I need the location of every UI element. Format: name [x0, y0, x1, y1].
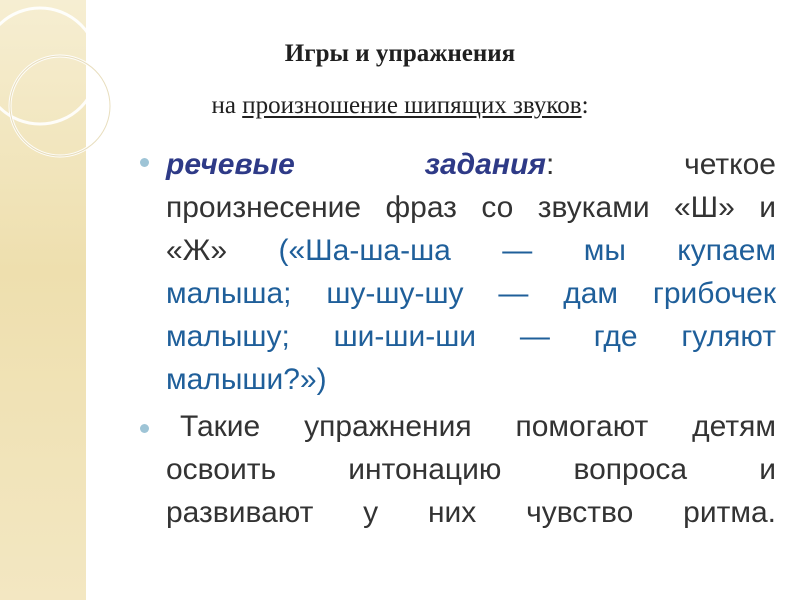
- word: [304, 405, 472, 448]
- word: [684, 143, 776, 186]
- word-text: («Ша-ша-ша: [278, 234, 451, 267]
- bullet-text-exercise-benefit: [166, 405, 776, 534]
- text-line: [166, 143, 776, 186]
- word: [584, 229, 626, 272]
- word: [428, 491, 476, 534]
- word-text: —: [519, 320, 550, 353]
- word: [526, 491, 633, 534]
- word: [166, 491, 313, 534]
- word: [166, 186, 361, 229]
- word-text: со: [481, 191, 514, 224]
- word: [516, 405, 649, 448]
- word-text: помогают: [515, 410, 649, 443]
- word: [166, 315, 290, 358]
- word: [166, 448, 276, 491]
- word-text: Такие: [180, 410, 261, 443]
- word: [502, 229, 532, 272]
- word: [481, 186, 513, 229]
- word-text: них: [427, 496, 477, 529]
- word: [425, 143, 555, 186]
- word: [677, 229, 776, 272]
- bullet-dot: [140, 424, 149, 433]
- word: [326, 272, 463, 315]
- word-text: развивают: [166, 496, 314, 529]
- word: [674, 186, 735, 229]
- word-text: ритма.: [683, 496, 776, 529]
- word: [363, 491, 378, 534]
- word-text: ши-ши-ши: [333, 320, 477, 353]
- word: [166, 229, 227, 272]
- word-text: —: [502, 234, 533, 267]
- word-text: купаем: [677, 234, 776, 267]
- subtitle-underlined: произношение шипящих звуков: [242, 92, 582, 119]
- word-text: и: [759, 191, 776, 224]
- word-text: вопроса: [573, 453, 688, 486]
- word-text: у: [363, 496, 379, 529]
- word: [653, 272, 776, 315]
- word: [759, 448, 776, 491]
- word-text: детям: [692, 410, 776, 443]
- word-text: фраз: [385, 191, 457, 224]
- bullet-dot: [140, 158, 149, 167]
- word: [538, 186, 650, 229]
- word: [166, 272, 291, 315]
- word-text: освоить: [166, 453, 277, 486]
- word: [759, 186, 776, 229]
- word-text: четкое: [684, 148, 776, 181]
- word-suffix: :: [545, 148, 555, 181]
- word: [574, 448, 688, 491]
- word: [683, 491, 776, 534]
- word-text: малыши?»): [166, 363, 327, 396]
- text-line: [166, 448, 776, 491]
- word-text: «Ш»: [673, 191, 735, 224]
- text-line: [166, 229, 776, 272]
- word-text: произнесение: [166, 191, 362, 224]
- word: [563, 272, 618, 315]
- word: [279, 229, 451, 272]
- text-line: [166, 358, 776, 401]
- text-line: [166, 491, 776, 534]
- word-text: задания: [424, 148, 546, 181]
- word-text: грибочек: [652, 277, 776, 310]
- word-text: где: [593, 320, 638, 353]
- word-text: речевые: [166, 148, 295, 181]
- word-text: гуляют: [681, 320, 776, 353]
- slide-subtitle: [0, 92, 800, 120]
- word: [348, 448, 501, 491]
- text-line: [166, 315, 776, 358]
- word: [594, 315, 638, 358]
- subtitle-suffix: :: [581, 92, 589, 119]
- word-text: малышу;: [166, 320, 290, 353]
- slide-title: Игры и упражнения: [284, 40, 516, 67]
- word: [681, 315, 776, 358]
- word: [166, 358, 327, 401]
- subtitle-prefix: на: [211, 92, 243, 119]
- word: [520, 315, 550, 358]
- word-text: —: [498, 277, 529, 310]
- text-line: [166, 405, 776, 448]
- word-text: дам: [563, 277, 619, 310]
- word: [180, 405, 260, 448]
- word-text: шу-шу-шу: [326, 277, 464, 310]
- word-text: интонацию: [348, 453, 502, 486]
- text-line: [166, 186, 776, 229]
- word: [385, 186, 456, 229]
- word: [498, 272, 528, 315]
- word: [166, 143, 295, 186]
- text-line: [166, 272, 776, 315]
- word-text: и: [759, 453, 776, 486]
- word-text: чувство: [526, 496, 634, 529]
- word-text: «Ж»: [166, 234, 228, 267]
- bullet-text-speech-tasks: [166, 143, 776, 401]
- word-text: звуками: [537, 191, 650, 224]
- word: [692, 405, 776, 448]
- word-text: мы: [583, 234, 626, 267]
- word: [334, 315, 476, 358]
- word-text: упражнения: [304, 410, 472, 443]
- word-text: малыша;: [166, 277, 292, 310]
